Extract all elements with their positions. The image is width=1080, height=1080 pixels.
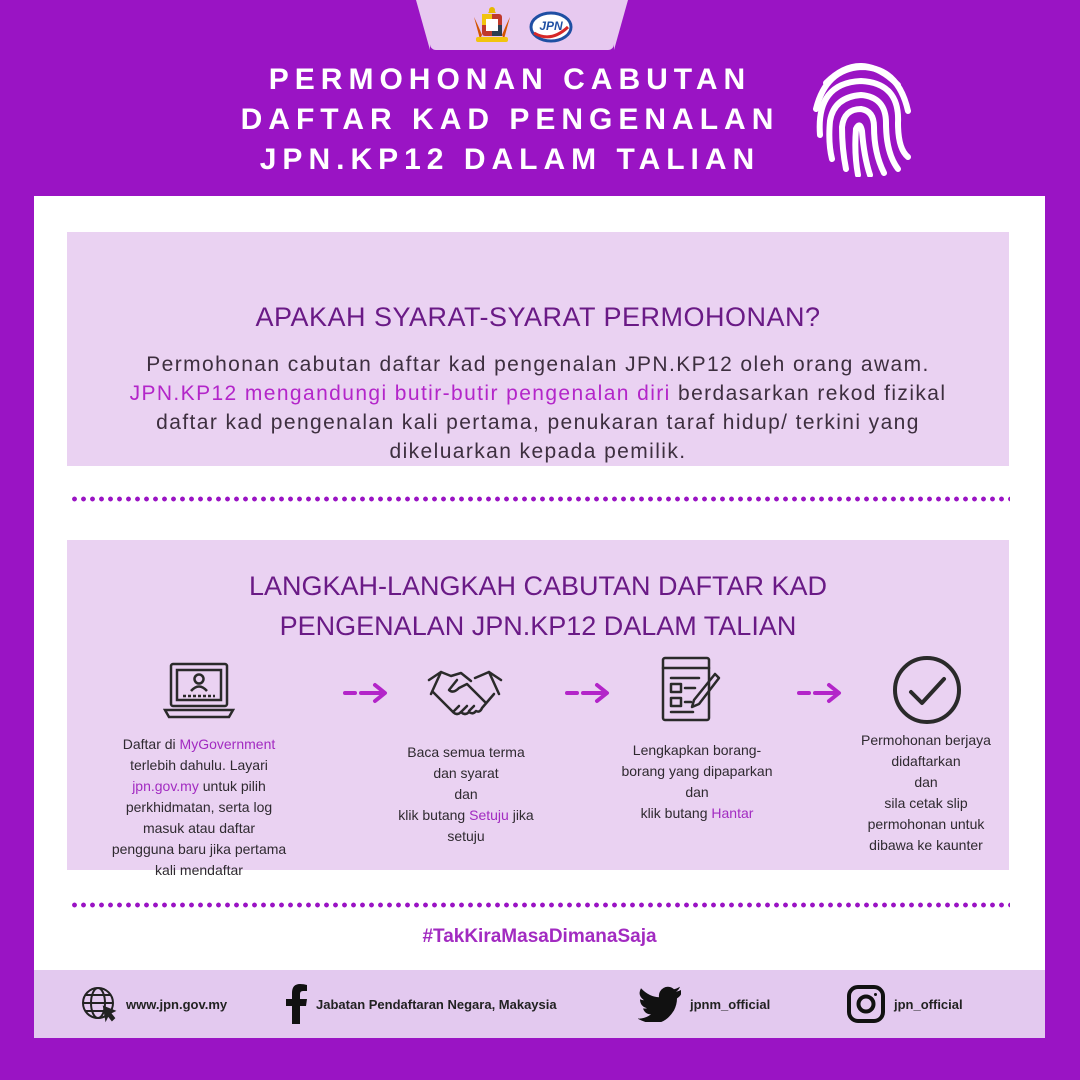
- requirements-text-1: Permohonan cabutan daftar kad pengenalan JPN.KP12 oleh orang awam.: [146, 353, 930, 376]
- logo-tab: [430, 0, 614, 50]
- step-2-part-3: klik butang: [398, 807, 470, 823]
- fingerprint-icon: [806, 53, 916, 177]
- instagram-handle[interactable]: jpn_official: [894, 996, 963, 1012]
- twitter-handle[interactable]: jpnm_official: [690, 996, 771, 1012]
- requirements-highlight: JPN.KP12 mengandungi butir-butir pengenalan diri: [129, 382, 671, 405]
- requirements-text: [107, 350, 969, 466]
- arrow-icon-3: [797, 682, 845, 704]
- title-line-3: JPN.KP12 DALAM TALIAN: [259, 143, 761, 176]
- arrow-icon-1: [343, 682, 391, 704]
- facebook-link[interactable]: Jabatan Pendaftaran Negara, Makaysia: [316, 996, 557, 1012]
- step-4-part-3: sila cetak slip permohonan untuk dibawa ke kaunter: [867, 795, 985, 853]
- steps-panel: [67, 540, 1009, 878]
- requirements-panel: [67, 232, 1009, 466]
- step-2-part-1: Baca semua terma dan syarat: [407, 744, 525, 781]
- footer-twitter[interactable]: [638, 982, 770, 1026]
- hashtag: #TakKiraMasaDimanaSaja: [422, 926, 657, 947]
- step-1-part-5: untuk pilih perkhidmatan, serta log masuk atau daftar pengguna baru jika pertama kali mendaftar: [111, 778, 287, 878]
- steps-heading-line-2: PENGENALAN JPN.KP12 DALAM TALIAN: [279, 611, 797, 641]
- dotted-divider: [70, 902, 1010, 908]
- footer-website[interactable]: [80, 982, 227, 1026]
- website-link[interactable]: www.jpn.gov.my: [126, 996, 228, 1012]
- step-4-text: [843, 730, 1009, 856]
- jpn-logo: [528, 5, 574, 45]
- check-circle-icon: [891, 654, 963, 726]
- step-3-part-3: klik butang: [640, 805, 712, 821]
- setuju-label: Setuju: [469, 807, 509, 823]
- step-2-part-2: dan: [454, 786, 478, 802]
- steps-heading: [67, 566, 1009, 646]
- step-4-part-2: dan: [914, 774, 938, 790]
- steps-heading-line-1: LANGKAH-LANGKAH CABUTAN DAFTAR KAD: [248, 571, 828, 601]
- mygovernment-link[interactable]: MyGovernment: [179, 736, 276, 752]
- step-4-part-1: Permohonan berjaya didaftarkan: [861, 732, 991, 769]
- jpn-website-link[interactable]: jpn.gov.my: [132, 778, 199, 794]
- footer-instagram[interactable]: [846, 982, 963, 1026]
- dotted-divider: [70, 496, 1010, 502]
- page-title: [190, 60, 830, 180]
- twitter-icon: [638, 986, 682, 1022]
- step-3-part-1: Lengkapkan borang-borang yang dipaparkan: [621, 742, 773, 779]
- requirements-heading: APAKAH SYARAT-SYARAT PERMOHONAN?: [255, 302, 821, 332]
- title-line-2: DAFTAR KAD PENGENALAN: [240, 103, 780, 136]
- arrow-icon-2: [565, 682, 613, 704]
- step-3-text: [615, 740, 779, 824]
- step-2-part-5: jika setuju: [447, 807, 534, 844]
- step-1-part-1: Daftar di: [122, 736, 180, 752]
- content-card: [34, 196, 1045, 1038]
- footer-facebook[interactable]: [284, 982, 557, 1026]
- laptop-login-icon: [163, 660, 235, 722]
- instagram-icon: [846, 984, 886, 1024]
- step-2-text: [381, 742, 551, 847]
- footer-social-bar: [34, 970, 1045, 1038]
- hantar-label: Hantar: [711, 805, 754, 821]
- requirements-text-2: berdasarkan rekod fizikal daftar kad pengenalan kali pertama, penukaran taraf hidup/ terkini yang dikeluarkan kepada pemilik.: [156, 382, 947, 463]
- title-line-1: PERMOHONAN CABUTAN: [268, 63, 752, 96]
- jpn-logo-text: JPN: [539, 19, 563, 33]
- facebook-icon: [284, 984, 308, 1024]
- step-1-text: [111, 734, 287, 881]
- step-1-part-3: terlebih dahulu. Layari: [130, 757, 268, 773]
- form-pen-icon: [659, 654, 721, 724]
- step-3-part-2: dan: [685, 784, 709, 800]
- malaysia-coat-of-arms-icon: [470, 5, 514, 45]
- globe-icon: [80, 985, 118, 1023]
- handshake-icon: [427, 662, 503, 724]
